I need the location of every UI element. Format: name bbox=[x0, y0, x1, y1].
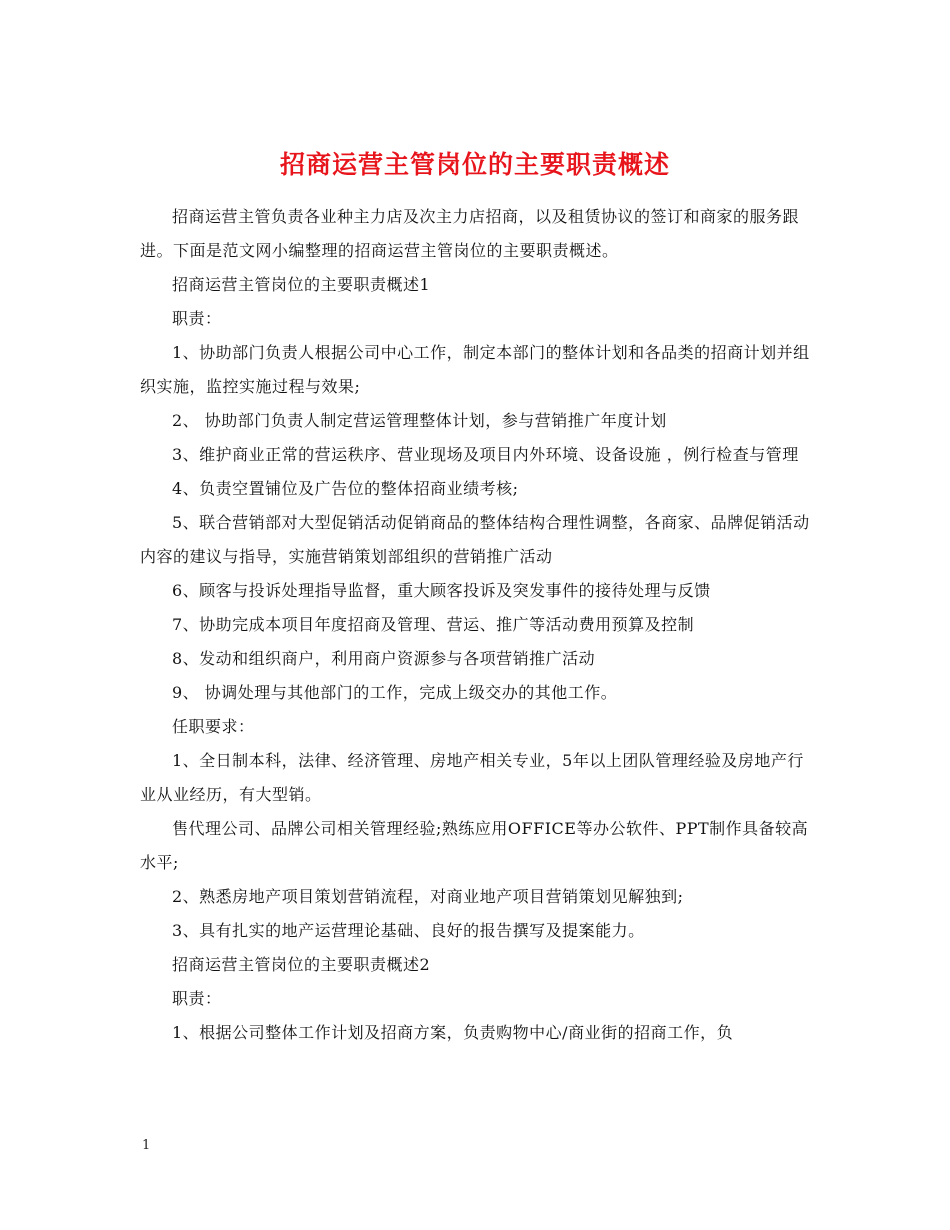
requirement-item: 2、熟悉房地产项目策划营销流程，对商业地产项目营销策划见解独到; bbox=[172, 887, 684, 906]
duty-item: 7、协助完成本项目年度招商及管理、营运、推广等活动费用预算及控制 bbox=[172, 615, 695, 634]
duty-item: 2、 协助部门负责人制定营运管理整体计划，参与营销推广年度计划 bbox=[172, 411, 667, 430]
duty-item: 9、 协调处理与其他部门的工作，完成上级交办的其他工作。 bbox=[172, 683, 618, 702]
document-body bbox=[140, 200, 812, 1050]
duty-item: 6、顾客与投诉处理指导监督，重大顾客投诉及突发事件的接待处理与反馈 bbox=[172, 581, 711, 600]
section-heading-2: 招商运营主管岗位的主要职责概述2 bbox=[172, 955, 431, 974]
duty-item: 1、根据公司整体工作计划及招商方案，负责购物中心/商业街的招商工作，负 bbox=[172, 1023, 734, 1042]
section-heading-1: 招商运营主管岗位的主要职责概述1 bbox=[172, 275, 431, 294]
duty-item: 5、联合营销部对大型促销活动促销商品的整体结构合理性调整，各商家、品牌促销活动内容的建议与指导，实施营销策划部组织的营销推广活动 bbox=[140, 513, 810, 566]
requirement-item: 3、具有扎实的地产运营理论基础、良好的报告撰写及提案能力。 bbox=[172, 921, 645, 940]
requirement-item: 1、全日制本科，法律、经济管理、房地产相关专业，5年以上团队管理经验及房地产行业从业经历，有大型销。 bbox=[140, 751, 804, 804]
duty-item: 8、发动和组织商户，利用商户资源参与各项营销推广活动 bbox=[172, 649, 596, 668]
page-number: 1 bbox=[142, 1138, 151, 1153]
duty-item: 1、协助部门负责人根据公司中心工作，制定本部门的整体计划和各品类的招商计划并组织实施，监控实施过程与效果; bbox=[140, 343, 810, 396]
duties-label: 职责： bbox=[172, 309, 222, 328]
duty-item: 4、负责空置铺位及广告位的整体招商业绩考核; bbox=[172, 479, 519, 498]
intro-paragraph: 招商运营主管负责各业种主力店及次主力店招商，以及租赁协议的签订和商家的服务跟进。下面是范文网小编整理的招商运营主管岗位的主要职责概述。 bbox=[140, 207, 800, 260]
requirement-item: 售代理公司、品牌公司相关管理经验;熟练应用OFFICE等办公软件、PPT制作具备较高水平; bbox=[140, 819, 809, 872]
requirements-label: 任职要求： bbox=[172, 717, 255, 736]
duty-item: 3、维护商业正常的营运秩序、营业现场及项目内外环境、设备设施 ，例行检查与管理 bbox=[172, 445, 799, 464]
document-title: 招商运营主管岗位的主要职责概述 bbox=[279, 149, 670, 179]
duties-label: 职责： bbox=[172, 989, 222, 1008]
